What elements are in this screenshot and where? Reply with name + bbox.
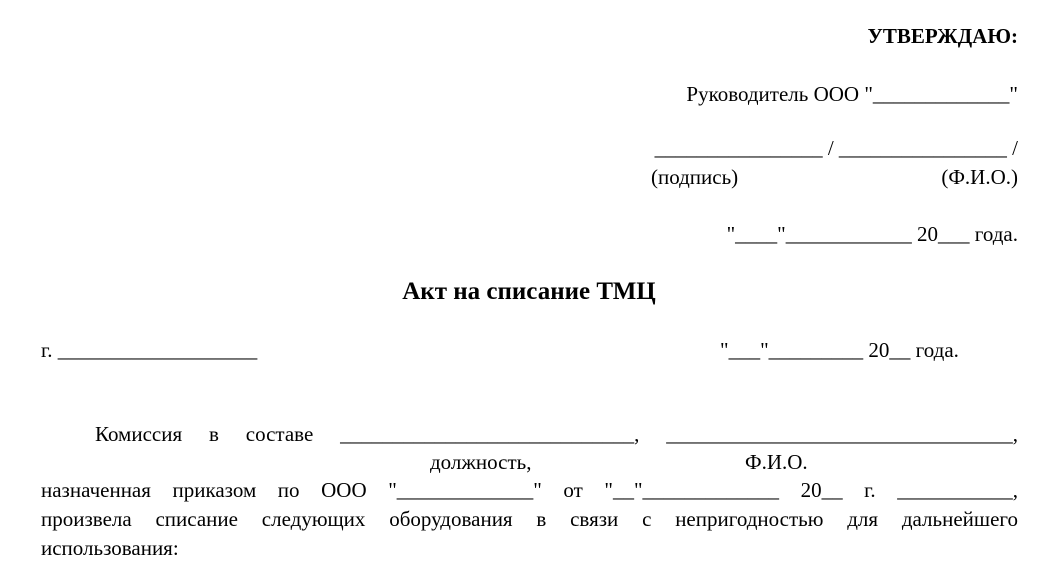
document-title: Акт на списание ТМЦ (402, 278, 656, 305)
signature-line: ________________ / ________________ / (654, 136, 1018, 160)
approval-heading: УТВЕРЖДАЮ: (867, 24, 1018, 48)
writeoff-line: произвела списание следующих оборудования в связи с непригодностью для дальнейшего (41, 507, 1018, 531)
commission-line: Комиссия в составе ____________________________, _________________________________, (95, 422, 1018, 446)
approval-date-line: "____"____________ 20___ года. (726, 222, 1018, 246)
name-caption-body: Ф.И.О. (745, 450, 808, 474)
usage-line: использования: (41, 536, 179, 560)
order-line: назначенная приказом по ООО "_____________" от "__"_____________ 20__ г. ___________, (41, 478, 1018, 502)
city-line: г. ___________________ (41, 338, 258, 362)
position-caption: должность, (430, 450, 532, 474)
director-line: Руководитель ООО "_____________" (686, 82, 1018, 106)
document-date-line: "___"_________ 20__ года. (720, 338, 959, 362)
name-caption: (Ф.И.О.) (941, 165, 1018, 189)
signature-caption: (подпись) (651, 165, 739, 189)
